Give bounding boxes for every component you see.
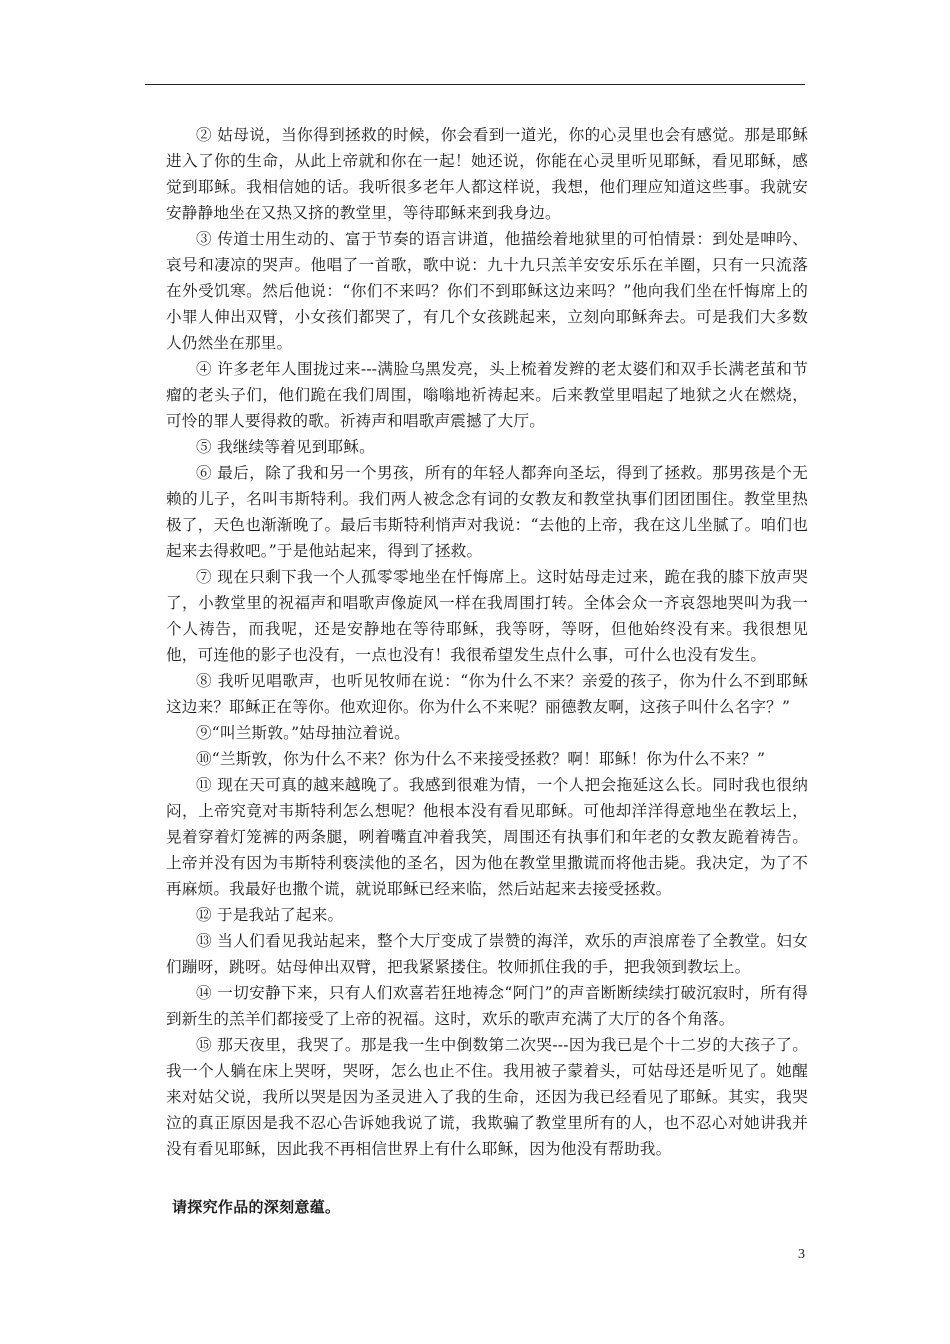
question-prompt: 请探究作品的深刻意蕴。	[172, 1198, 341, 1216]
paragraph-12: ⑫ 于是我站了起来。	[196, 906, 344, 924]
paragraph-4: ④ 许多老年人围拢过来---满脸乌黑发亮，头上梳着发辫的老太婆们和双手长满老茧和节瘤的老头子们，他们跪在我们周围，嗡嗡地祈祷起来。后来教堂里唱起了地狱之火在燃烧，可怜的罪人要得救的歌。祈祷声和唱歌声震撼了大厅。	[166, 360, 808, 430]
paragraph-14: ⑭ 一切安静下来，只有人们欢喜若狂地祷念“阿门”的声音断断续续打破沉寂时，所有得到新生的羔羊们都接受了上帝的祝福。这时，欢乐的歌声充满了大厅的各个角落。	[166, 984, 808, 1028]
paragraph-5: ⑤ 我继续等着见到耶稣。	[196, 438, 375, 456]
paragraph-8: ⑧ 我听见唱歌声，也听见牧师在说：“你为什么不来？亲爱的孩子，你为什么不到耶稣这边来？耶稣正在等你。他欢迎你。你为什么不来呢？丽德教友啊，这孩子叫什么名字？”	[166, 672, 808, 716]
paragraph-9: ⑨“叫兰斯敦。”姑母抽泣着说。	[196, 724, 410, 742]
paragraph-13: ⑬ 当人们看见我站起来，整个大厅变成了崇赞的海洋，欢乐的声浪席卷了全教堂。妇女们蹦呀，跳呀。姑母伸出双臂，把我紧紧搂住。牧师抓住我的手，把我领到教坛上。	[166, 932, 808, 976]
paragraph-7: ⑦ 现在只剩下我一个人孤零零地坐在忏悔席上。这时姑母走过来，跪在我的膝下放声哭了，小教堂里的祝福声和唱歌声像旋风一样在我周围打转。全体会众一齐哀怨地哭叫为我一个人祷告，而我呢，还是安静地在等待耶稣，我等呀，等呀，但他始终没有来。我很想见他，可连他的影子也没有，一点也没有！我很希望发生点什么事，可什么也没有发生。	[166, 568, 808, 664]
paragraph-6: ⑥ 最后，除了我和另一个男孩，所有的年轻人都奔向圣坛，得到了拯救。那男孩是个无赖的儿子，名叫韦斯特利。我们两人被念念有词的女教友和教堂执事们团团围住。教堂里热极了，天色也渐渐晚了。最后韦斯特利悄声对我说：“去他的上帝，我在这儿坐腻了。咱们也起来去得救吧。”于是他站起来，得到了拯救。	[166, 464, 808, 560]
paragraph-2: ② 姑母说，当你得到拯救的时候，你会看到一道光，你的心灵里也会有感觉。那是耶稣进入了你的生命，从此上帝就和你在一起！她还说，你能在心灵里听见耶稣，看见耶稣，感觉到耶稣。我相信她的话。我听很多老年人都这样说，我想，他们理应知道这些事。我就安安静静地坐在又热又挤的教堂里，等待耶稣来到我身边。	[166, 126, 808, 222]
paragraph-3: ③ 传道士用生动的、富于节奏的语言讲道，他描绘着地狱里的可怕情景：到处是呻吟、哀号和凄凉的哭声。他唱了一首歌，歌中说：九十九只羔羊安安乐乐在羊圈，只有一只流落在外受饥寒。然后他说：“你们不来吗？你们不到耶稣这边来吗？”他向我们坐在忏悔席上的小罪人伸出双臂，小女孩们都哭了，有几个女孩跳起来，立刻向耶稣奔去。可是我们大多数人仍然坐在那里。	[166, 230, 808, 352]
page-number: 3	[798, 1247, 805, 1262]
paragraph-10: ⑩“兰斯敦，你为什么不来？你为什么不来接受拯救？啊！耶稣！你为什么不来？”	[196, 750, 766, 768]
article-body	[166, 122, 808, 1162]
paragraph-11: ⑪ 现在天可真的越来越晚了。我感到很难为情，一个人把会拖延这么长。同时我也很纳闷，上帝究竟对韦斯特利怎么想呢？他根本没有看见耶稣。可他却洋洋得意地坐在教坛上，晃着穿着灯笼裤的两条腿，咧着嘴直冲着我笑，周围还有执事们和年老的女教友跪着祷告。上帝并没有因为韦斯特利亵渎他的圣名，因为他在教堂里撒谎而将他击毙。我决定，为了不再麻烦。我最好也撒个谎，就说耶稣已经来临，然后站起来去接受拯救。	[166, 776, 808, 898]
header-rule	[145, 84, 805, 85]
paragraph-15: ⑮ 那天夜里，我哭了。那是我一生中倒数第二次哭---因为我已是个十二岁的大孩子了。我一个人躺在床上哭呀，哭呀，怎么也止不住。我用被子蒙着头，可姑母还是听见了。她醒来对姑父说，我所以哭是因为圣灵进入了我的生命，还因为我已经看见了耶稣。其实，我哭泣的真正原因是我不忍心告诉她我说了谎，我欺骗了教堂里所有的人，也不忍心对她讲我并没有看见耶稣，因此我不再相信世界上有什么耶稣，因为他没有帮助我。	[166, 1036, 808, 1158]
